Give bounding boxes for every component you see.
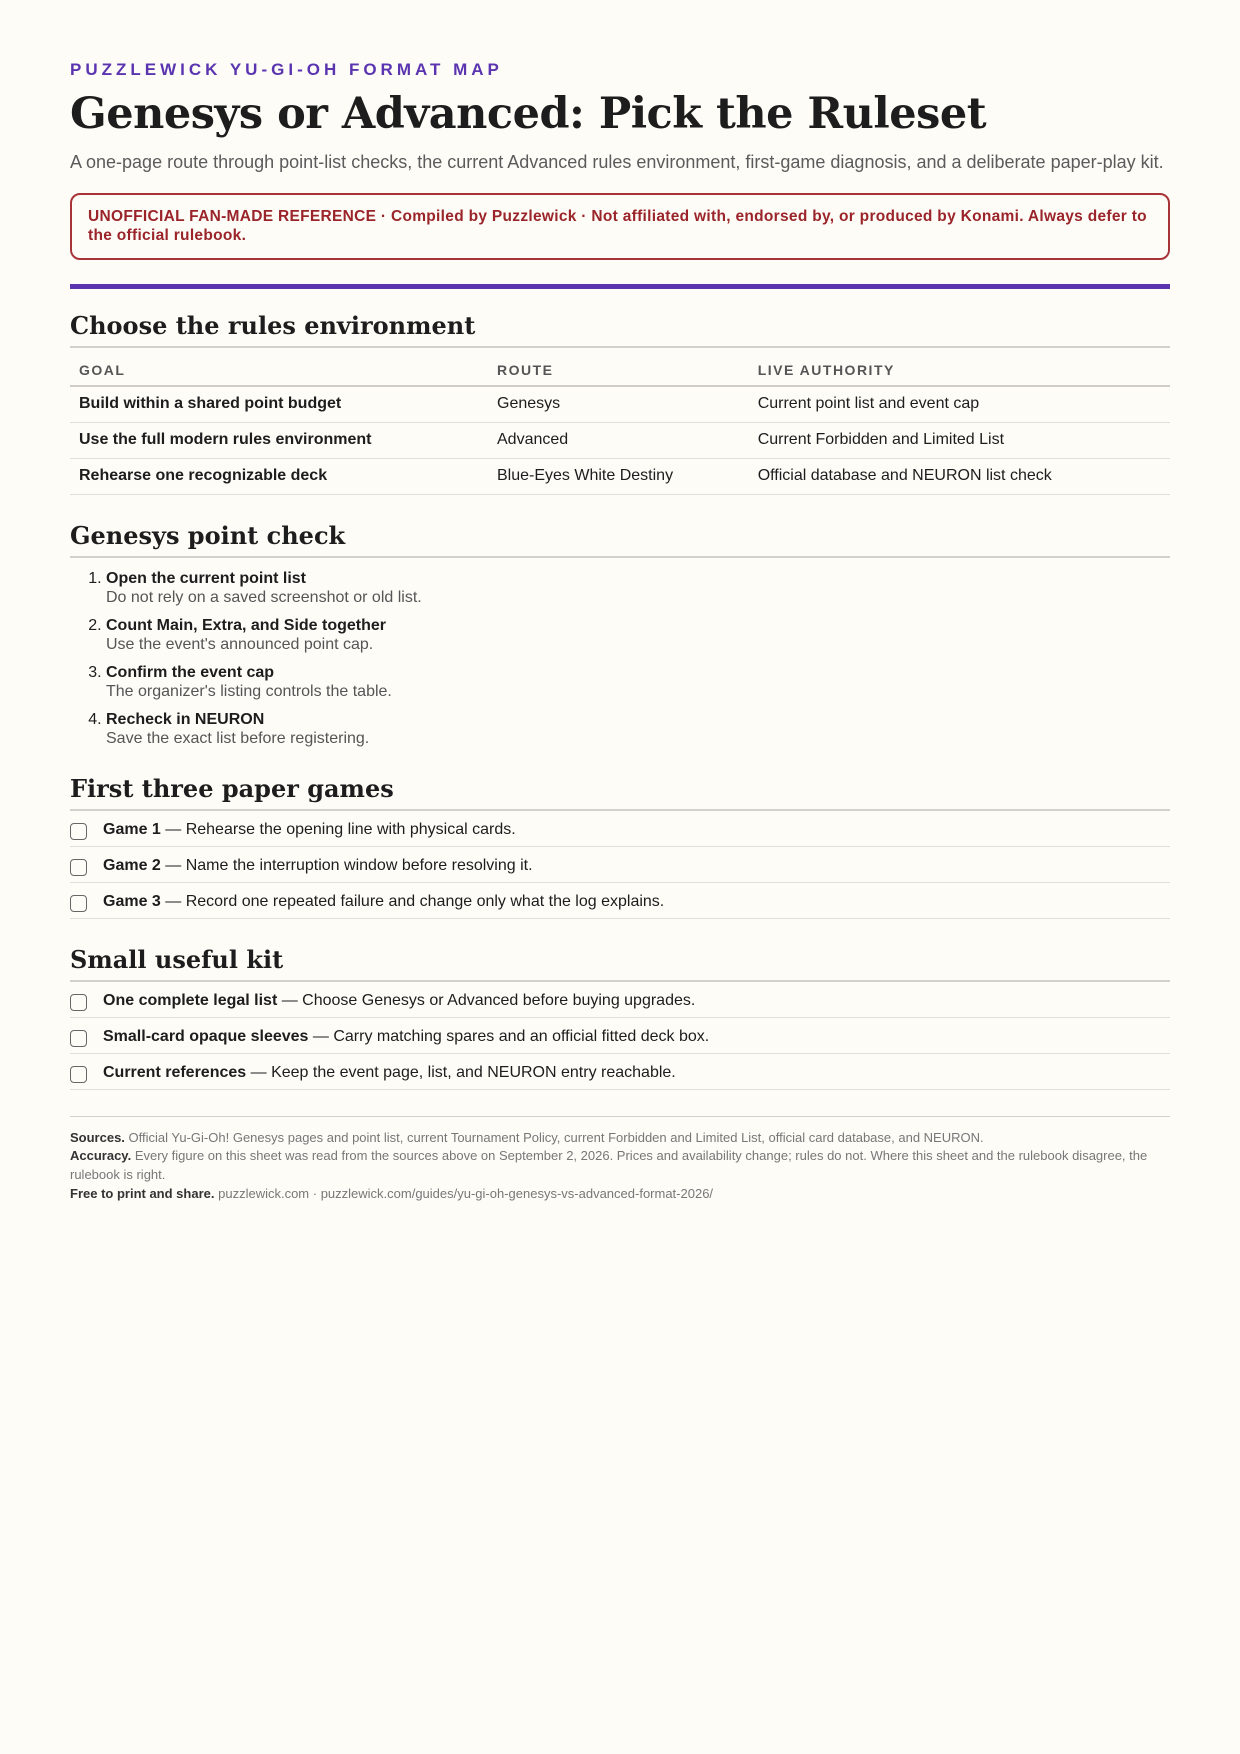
accuracy-label: Accuracy. [70, 1148, 132, 1164]
table-row [70, 386, 1170, 423]
item-label: Game 3 [103, 892, 161, 910]
item-text: Choose Genesys or Advanced before buying upgrades. [302, 991, 696, 1009]
route-cell: Advanced [488, 422, 749, 458]
item-label: Small-card opaque sleeves [103, 1027, 309, 1045]
step-title: Recheck in NEURON [106, 710, 265, 728]
checkbox[interactable] [70, 859, 87, 876]
kit-section [70, 945, 1170, 1090]
section-heading: Genesys point check [70, 521, 1170, 558]
section-heading: Choose the rules environment [70, 311, 1170, 348]
checklist-item: Game 1 — Rehearse the opening line with physical cards. [70, 811, 1170, 847]
item-label: Current references [103, 1063, 247, 1081]
authority-cell: Current Forbidden and Limited List [749, 422, 1170, 458]
sources-text: Official Yu-Gi-Oh! Genesys pages and point list, current Tournament Policy, current Forbidden and Limited List, official card database, and NEURON. [128, 1129, 984, 1145]
table-header-row [70, 348, 1170, 386]
subtitle: A one-page route through point-list checks, the current Advanced rules environment, first-game diagnosis, and a deliberate paper-play kit. [70, 152, 1164, 173]
authority-cell: Current point list and event cap [749, 386, 1170, 423]
goal-cell: Rehearse one recognizable deck [70, 458, 488, 494]
sources-line [70, 1129, 1170, 1148]
kit-checklist [70, 982, 1170, 1090]
footer [70, 1116, 1170, 1204]
item-text: Record one repeated failure and change only what the log explains. [185, 892, 665, 910]
environment-table [70, 348, 1170, 495]
table-row [70, 422, 1170, 458]
page-title: Genesys or Advanced: Pick the Ruleset [70, 89, 987, 139]
accuracy-text: Every figure on this sheet was read from the sources above on September 2, 2026. Prices and availability change; rules do not. Where this sheet and the rulebook disagree, the rulebook is right. [70, 1148, 1148, 1183]
share-label: Free to print and share. [70, 1186, 215, 1202]
sources-label: Sources. [70, 1129, 125, 1145]
list-item [106, 711, 1170, 748]
checkbox[interactable] [70, 1030, 87, 1047]
checkbox[interactable] [70, 994, 87, 1011]
checklist-item: Game 3 — Record one repeated failure and change only what the log explains. [70, 883, 1170, 919]
column-header-goal: GOAL [70, 348, 488, 386]
route-cell: Genesys [488, 386, 749, 423]
goal-cell: Use the full modern rules environment [70, 422, 488, 458]
goal-cell: Build within a shared point budget [70, 386, 488, 423]
checkbox[interactable] [70, 1066, 87, 1083]
games-checklist [70, 811, 1170, 919]
checklist-item: One complete legal list — Choose Genesys or Advanced before buying upgrades. [70, 982, 1170, 1018]
list-item [106, 570, 1170, 607]
step-title: Open the current point list [106, 569, 307, 587]
column-header-route: ROUTE [488, 348, 749, 386]
item-label: Game 1 [103, 820, 161, 838]
checklist-item: Small-card opaque sleeves — Carry matching spares and an official fitted deck box. [70, 1018, 1170, 1054]
list-item [106, 664, 1170, 701]
step-note: Save the exact list before registering. [106, 729, 370, 747]
checklist-item: Current references — Keep the event page, list, and NEURON entry reachable. [70, 1054, 1170, 1090]
environment-section [70, 311, 1170, 495]
item-text: Keep the event page, list, and NEURON entry reachable. [271, 1063, 676, 1081]
share-line [70, 1185, 1170, 1204]
item-text: Rehearse the opening line with physical cards. [185, 820, 516, 838]
kicker: PUZZLEWICK YU-GI-OH FORMAT MAP [70, 60, 503, 79]
section-heading: Small useful kit [70, 945, 1170, 982]
point-check-section [70, 521, 1170, 748]
list-item [106, 617, 1170, 654]
games-section [70, 774, 1170, 919]
table-row [70, 458, 1170, 494]
step-list [70, 570, 1170, 748]
item-text: Name the interruption window before resolving it. [185, 856, 533, 874]
authority-cell: Official database and NEURON list check [749, 458, 1170, 494]
accent-divider [70, 284, 1170, 289]
checkbox[interactable] [70, 895, 87, 912]
item-label: One complete legal list [103, 991, 278, 1009]
item-label: Game 2 [103, 856, 161, 874]
checklist-item: Game 2 — Name the interruption window before resolving it. [70, 847, 1170, 883]
share-link[interactable]: puzzlewick.com · puzzlewick.com/guides/yu-gi-oh-genesys-vs-advanced-format-2026/ [218, 1186, 714, 1202]
step-note: Do not rely on a saved screenshot or old list. [106, 588, 422, 606]
section-heading: First three paper games [70, 774, 1170, 811]
item-text: Carry matching spares and an official fitted deck box. [333, 1027, 710, 1045]
step-note: Use the event's announced point cap. [106, 635, 374, 653]
route-cell: Blue-Eyes White Destiny [488, 458, 749, 494]
step-title: Count Main, Extra, and Side together [106, 616, 387, 634]
column-header-authority: LIVE AUTHORITY [749, 348, 1170, 386]
accuracy-line [70, 1147, 1170, 1185]
step-title: Confirm the event cap [106, 663, 275, 681]
checkbox[interactable] [70, 823, 87, 840]
step-note: The organizer's listing controls the table. [106, 682, 392, 700]
disclaimer-notice: UNOFFICIAL FAN-MADE REFERENCE · Compiled by Puzzlewick · Not affiliated with, endorsed by, or produced by Konami. Always defer to the official rulebook. [70, 193, 1170, 260]
